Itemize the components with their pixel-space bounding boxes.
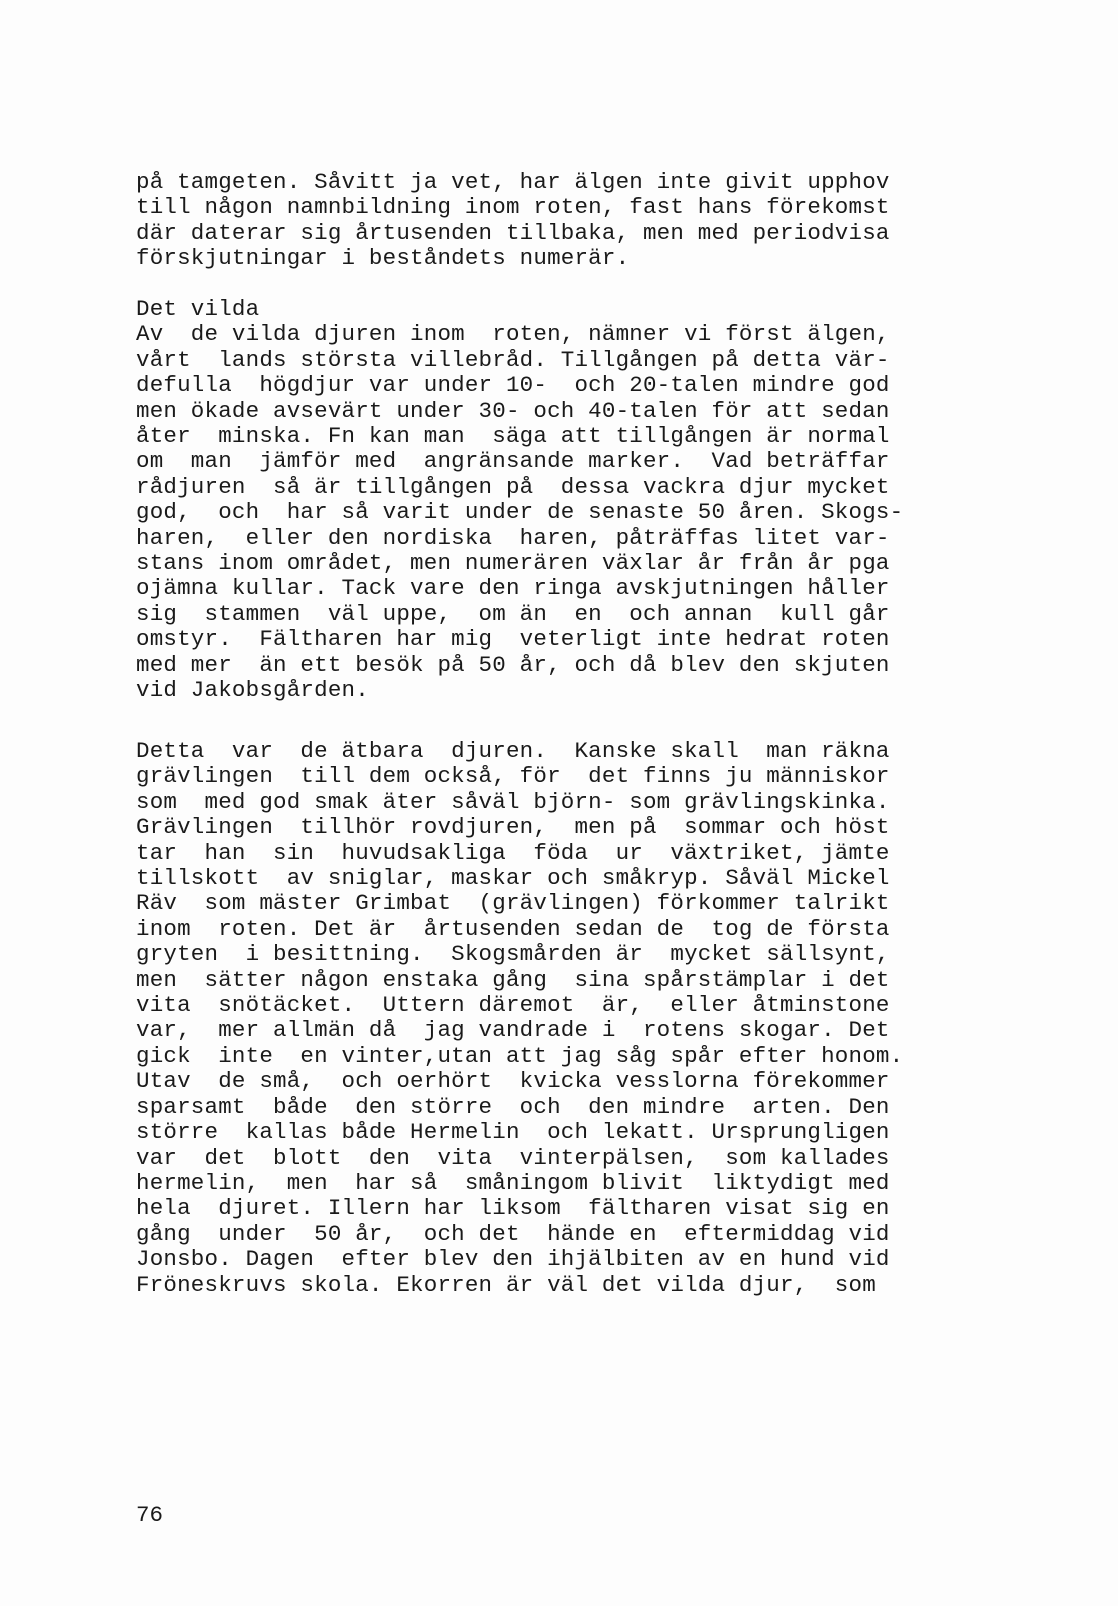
text-line: med mer än ett besök på 50 år, och då blev den skjuten	[136, 651, 890, 678]
text-line: omstyr. Fältharen har mig veterligt inte hedrat roten	[136, 626, 890, 653]
text-line: vid Jakobsgården.	[136, 677, 369, 704]
text-line: större kallas både Hermelin och lekatt. Ursprungligen	[136, 1119, 890, 1146]
text-line: men ökade avsevärt under 30- och 40-talen för att sedan	[136, 397, 890, 424]
text-line: grävlingen till dem också, för det finns ju människor	[136, 763, 890, 790]
text-line: Av de vilda djuren inom roten, nämner vi först älgen,	[136, 321, 890, 348]
text-line: om man jämför med angränsande marker. Vad beträffar	[136, 448, 890, 475]
text-line: inom roten. Det är årtusenden sedan de tog de första	[136, 915, 890, 942]
text-line: stans inom området, men numerären växlar år från år pga	[136, 550, 890, 577]
text-line: tillskott av sniglar, maskar och småkryp. Såväl Mickel	[136, 865, 890, 892]
text-line: gick inte en vinter,utan att jag såg spår efter honom.	[136, 1042, 904, 1069]
text-line: defulla högdjur var under 10- och 20-talen mindre god	[136, 372, 890, 399]
text-line: Utav de små, och oerhört kvicka vesslorna förekommer	[136, 1068, 890, 1095]
text-line: vita snötäcket. Uttern däremot är, eller åtminstone	[136, 992, 890, 1019]
paragraph-det-vilda	[136, 297, 1026, 704]
text-line: tar han sin huvudsakliga föda ur växtriket, jämte	[136, 839, 890, 866]
text-line: ojämna kullar. Tack vare den ringa avskjutningen håller	[136, 575, 890, 602]
paragraph-atbara-djuren	[136, 739, 1026, 1298]
text-line: där daterar sig årtusenden tillbaka, men med periodvisa	[136, 219, 890, 246]
text-line: åter minska. Fn kan man säga att tillgången är normal	[136, 423, 890, 450]
text-line: Räv som mäster Grimbat (grävlingen) förkommer talrikt	[136, 890, 890, 917]
page-number: 76	[136, 1502, 164, 1528]
text-line: var, mer allmän då jag vandrade i rotens skogar. Det	[136, 1017, 890, 1044]
text-line: Det vilda	[136, 296, 260, 322]
text-line: Fröneskruvs skola. Ekorren är väl det vilda djur, som	[136, 1271, 876, 1298]
text-line: förskjutningar i beståndets numerär.	[136, 245, 630, 272]
text-line: Grävlingen tillhör rovdjuren, men på sommar och höst	[136, 814, 890, 841]
text-line: god, och har så varit under de senaste 50 åren. Skogs-	[136, 499, 904, 526]
text-line: haren, eller den nordiska haren, påträffas litet var-	[136, 524, 890, 551]
text-line: sig stammen väl uppe, om än en och annan kull går	[136, 600, 890, 627]
text-line: sparsamt både den större och den mindre arten. Den	[136, 1093, 890, 1120]
text-line: till någon namnbildning inom roten, fast hans förekomst	[136, 194, 890, 221]
text-line: rådjuren så är tillgången på dessa vackra djur mycket	[136, 473, 890, 500]
text-line: Jonsbo. Dagen efter blev den ihjälbiten av en hund vid	[136, 1246, 890, 1273]
text-line: på tamgeten. Såvitt ja vet, har älgen inte givit upphov	[136, 169, 890, 195]
text-line: gryten i besittning. Skogsmården är mycket sällsynt,	[136, 941, 890, 968]
text-line: som med god smak äter såväl björn- som grävlingskinka.	[136, 788, 890, 815]
text-line: var det blott den vita vinterpälsen, som kallades	[136, 1144, 890, 1171]
text-line: gång under 50 år, och det hände en eftermiddag vid	[136, 1220, 890, 1247]
text-line: hela djuret. Illern har liksom fältharen visat sig en	[136, 1195, 890, 1222]
text-line: Detta var de ätbara djuren. Kanske skall man räkna	[136, 738, 890, 764]
text-line: vårt lands största villebråd. Tillgången på detta vär-	[136, 346, 890, 373]
text-line: hermelin, men har så småningom blivit liktydigt med	[136, 1169, 890, 1196]
paragraph-tamgeten	[136, 170, 1026, 272]
text-line: men sätter någon enstaka gång sina spårstämplar i det	[136, 966, 890, 993]
